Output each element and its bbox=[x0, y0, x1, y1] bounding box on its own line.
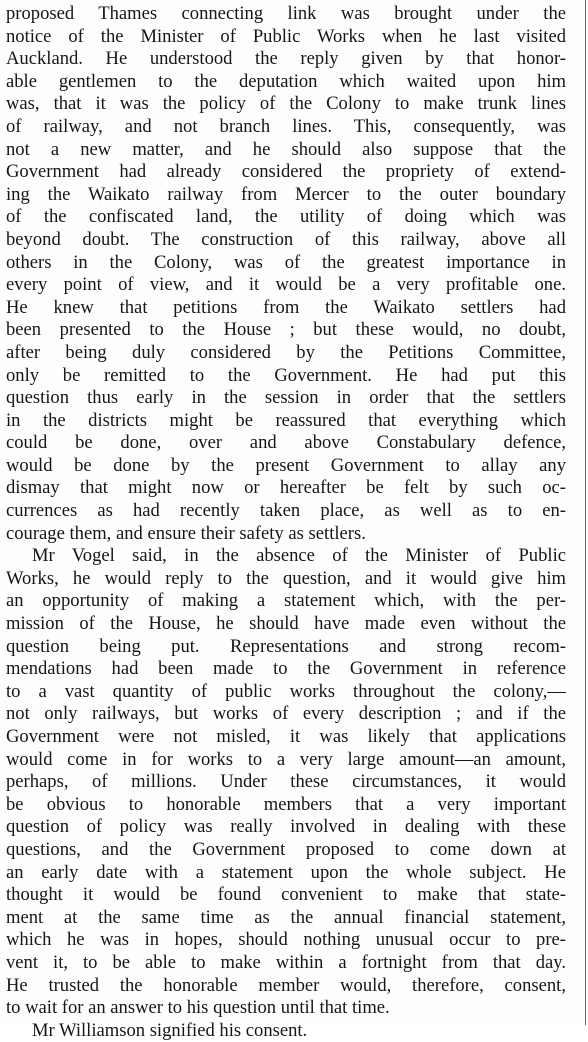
text-line: would be done by the present Government to allay any bbox=[6, 454, 566, 476]
text-line: perhaps, of millions. Under these circumstances, it would bbox=[6, 771, 566, 793]
article-column bbox=[6, 3, 566, 1042]
text-line: Mr Vogel said, in the absence of the Minister of Public bbox=[32, 545, 566, 567]
text-line: in the districts might be reassured that everything which bbox=[6, 409, 566, 431]
text-line: Mr Williamson signified his consent. bbox=[32, 1019, 308, 1041]
text-line: able gentlemen to the deputation which waited upon him bbox=[6, 70, 566, 92]
text-line: could be done, over and above Constabulary defence, bbox=[6, 432, 566, 454]
text-line: courage them, and ensure their safety as settlers. bbox=[6, 522, 366, 544]
text-line: to a vast quantity of public works throughout the colony,— bbox=[6, 680, 566, 702]
text-line: notice of the Minister of Public Works when he last visited bbox=[6, 25, 566, 47]
text-line: of railway, and not branch lines. This, consequently, was bbox=[6, 115, 566, 137]
text-line: Works, he would reply to the question, and it would give him bbox=[6, 567, 566, 589]
column-rule bbox=[585, 0, 586, 1025]
text-line: Government were not misled, it was likely that applications bbox=[6, 726, 566, 747]
text-line: ing the Waikato railway from Mercer to the outer boundary bbox=[6, 183, 566, 205]
text-line: which he was in hopes, should nothing unusual occur to pre- bbox=[6, 929, 566, 951]
text-line: not only railways, but works of every description ; and if the bbox=[6, 703, 566, 725]
text-line: mission of the House, he should have made even without the bbox=[6, 613, 566, 635]
text-line: question thus early in the session in order that the settlers bbox=[6, 387, 566, 409]
text-line: of the confiscated land, the utility of doing which was bbox=[6, 206, 566, 228]
paragraph-question bbox=[6, 3, 566, 545]
paragraph-williamson-consent bbox=[6, 1020, 566, 1042]
text-line: dismay that might now or hereafter be felt by such oc- bbox=[6, 477, 566, 499]
text-line: mendations had been made to the Government in reference bbox=[6, 658, 566, 680]
text-line: beyond doubt. The construction of this railway, above all bbox=[6, 228, 566, 250]
text-line: not a new matter, and he should also suppose that the bbox=[6, 138, 566, 160]
text-line: He knew that petitions from the Waikato settlers had bbox=[6, 296, 566, 318]
text-line: been presented to the House ; but these would, no doubt, bbox=[6, 319, 566, 341]
text-line: thought it would be found convenient to make that state- bbox=[6, 884, 566, 906]
text-line: Auckland. He understood the reply given by that honor- bbox=[6, 48, 566, 70]
text-line: He trusted the honorable member would, therefore, consent, bbox=[6, 974, 566, 996]
text-line: ment at the same time as the annual financial statement, bbox=[6, 906, 566, 928]
text-line: an early date with a statement upon the whole subject. He bbox=[6, 861, 566, 883]
text-line: an opportunity of making a statement which, with the per- bbox=[6, 590, 566, 612]
text-line: vent it, to be able to make within a fortnight from that day. bbox=[6, 951, 566, 973]
text-line: only be remitted to the Government. He had put this bbox=[6, 364, 566, 386]
text-line: proposed Thames connecting link was brought under the bbox=[6, 3, 566, 24]
text-line: after being duly considered by the Petitions Committee, bbox=[6, 341, 566, 363]
text-line: Government had already considered the propriety of extend- bbox=[6, 161, 566, 183]
text-line: was, that it was the policy of the Colony to make trunk lines bbox=[6, 93, 566, 115]
text-line: every point of view, and it would be a very profitable one. bbox=[6, 274, 566, 296]
text-line: question being put. Representations and strong recom- bbox=[6, 635, 566, 657]
text-line: others in the Colony, was of the greatest importance in bbox=[6, 251, 566, 273]
text-line: currences as had recently taken place, as well as to en- bbox=[6, 500, 566, 522]
text-line: be obvious to honorable members that a very important bbox=[6, 793, 566, 815]
paragraph-vogel-reply bbox=[6, 545, 566, 1019]
text-line: to wait for an answer to his question until that time. bbox=[6, 997, 390, 1019]
text-line: question of policy was really involved in dealing with these bbox=[6, 816, 566, 838]
text-line: questions, and the Government proposed to come down at bbox=[6, 838, 566, 860]
text-line: would come in for works to a very large amount—an amount, bbox=[6, 748, 566, 770]
